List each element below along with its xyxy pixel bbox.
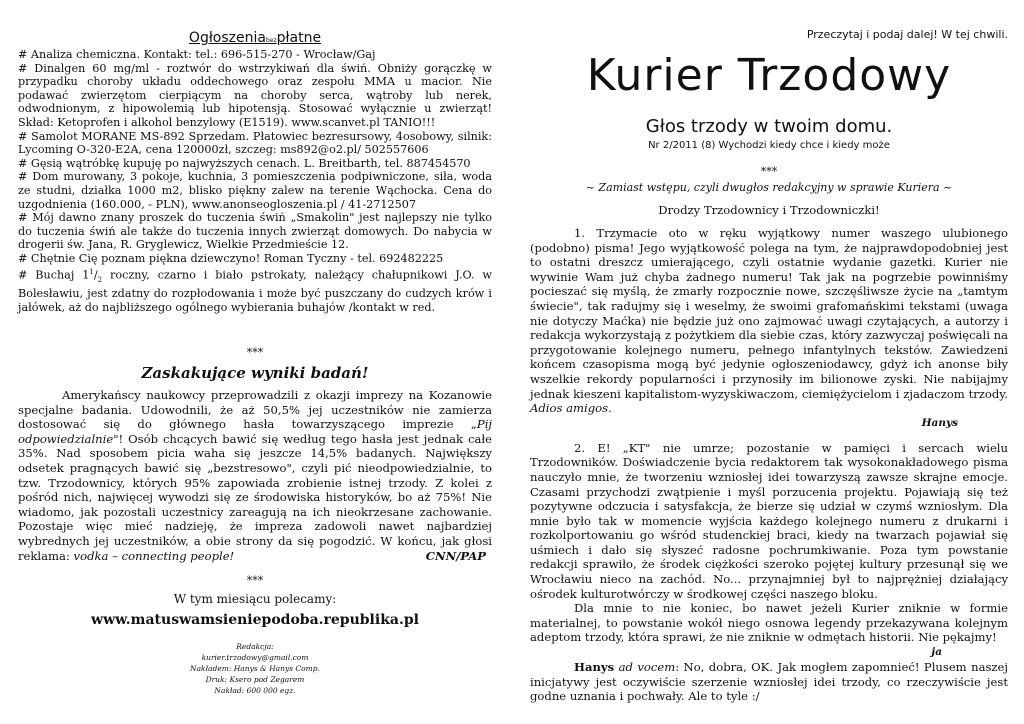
- website-link[interactable]: www.matuswamsieniepodoba.republika.pl: [91, 612, 419, 628]
- ads-title-small: bez: [265, 37, 277, 44]
- masthead: Kurier Trzodowy: [586, 50, 952, 101]
- credits: [18, 641, 492, 696]
- paragraph-1-text: 1. Trzymacie oto w ręku wyjątkowy numer waszego ulubionego (podobno) pisma! Jego wyjątkowość polega na tym, że najprawdopodobniej jest to ostatni dreszcz umierającego, czyli ostatnie wydanie gazetki. Kurier nie wywinie Wam już chyba żadnego numeru! Tak jak na pogrzebie powinniśmy pocieszać się myślą, że zmarły rozpocznie nowe, szczęśliwsze życie na „tamtym świecie", tak radujmy się i weselmy, że swoimi grafomańskimi tekstami (uwaga nie dotyczy Maćka) nie będzie już ono zajmować uwagi czytających, a autorzy i redakcja wykorzystają z pożytkiem dla siebie czas, który zazwyczaj poświęcali na przygotowanie kolejnego numeru, pełnego infantylnych tekstów. Zawiedzeni końcem czasopisma mogą być jedynie ogłoszeniodawcy, gdyż ich anonse biły wszelkie rekordy popularności i przynosiły im bilionowe zyski. Nie nabijajmy jednak kieszeni kapitalistom-wyzyskiwaczom, ciemiężycielom i zjadaczom trzody.: [530, 226, 1008, 401]
- final-text: : No, dobra, OK. Jak mogłem zapomnieć! Plusem naszej inicjatywy jest oczywiście szerzenie wzniosłej idei trzody, co rzeczywiście jest godne uznania i pochwały. Ale to tyle :/: [530, 660, 1008, 704]
- subtitle: Głos trzody w twoim domu.: [645, 116, 893, 137]
- ad-bull-start: # Buchaj 1: [18, 268, 90, 282]
- ad-item: # Analiza chemiczna. Kontakt: tel.: 696-515-270 - Wrocław/Gaj: [18, 48, 376, 61]
- ad-item: # Gęsią wątróbkę kupuję po najwyższych cenach. L. Breitbarth, tel. 887454570: [18, 156, 471, 170]
- article-headline: Zaskakujące wyniki badań!: [141, 364, 369, 382]
- recommend-label: W tym miesiącu polecamy:: [173, 592, 337, 606]
- study-text: [18, 388, 492, 563]
- paragraph-3: Dla mnie to nie koniec, bo nawet jeżeli Kurier zniknie w formie materialnej, to powstanie wokół niego osnowa legendy przekazywana kolejnym adeptom trzody, która sprawi, że nie zniknie w odmętach historii. Nie pękajmy!: [530, 601, 1008, 645]
- paragraph-2: 2. E! „KT" nie umrze; pozostanie w pamięci i sercach wielu Trzodowników. Doświadczenie bycia redaktorem tak wysokonakładowego pisma nauczyło mnie, że tworzeniu wzniosłej idei towarzyszą zawsze skrajne emocje. Czasami przychodzi zwątpienie i myśl porzucenia projektu. Pojawiają się też pozytywne odczucia i satysfakcja, że bierze się udział w czymś wzniosłym. Dla mnie było tak w momencie wyjścia każdego kolejnego numeru z drukarni i rozkolportowaniu go wśród studenckiej braci, kiedy na twarzach pojawiał się uśmiech i dało się słyszeć radosne pochrumkiwanie. Poza tym powstanie redakcji sprawiło, że środek ciężkości szeroko pojętej kultury przesunął się we Wrocławiu nieco na zachód. No... przynajmniej był to najprężniej działający ośrodek kulturotwórczy w środkowej części naszego bloku.: [530, 440, 1008, 601]
- study-article: [18, 388, 492, 563]
- credit-line: Redakcja:: [236, 642, 274, 651]
- signature-hanys: Hanys: [921, 416, 958, 429]
- paragraph-1: [530, 226, 1008, 416]
- credit-line: kurier.trzodowy@gmail.com: [201, 653, 309, 662]
- issue-info: Nr 2/2011 (8) Wychodzi kiedy chce i kiedy może: [648, 140, 890, 151]
- study-slogan: Pij odpowiedzialnie: [18, 417, 492, 446]
- final-vocem: ad vocem: [618, 660, 676, 675]
- ad-item: # Mój dawno znany proszek do tuczenia świń „Smakolin" jest najlepszy nie tylko do tuczenia świń ale także do tuczenia innych zwierząt domowych. Do nabycia w drogerii św. Jana, R. Gryglewicz, Wielkie Przedmieście 12.: [18, 211, 492, 252]
- separator: ***: [760, 165, 778, 178]
- credit-line: Druk: Ksero pod Zegarem: [205, 675, 305, 684]
- fraction-den: 2: [97, 275, 103, 284]
- editorial-title: ~ Zamiast wstępu, czyli dwugłos redakcyjny w sprawie Kuriera ~: [585, 181, 953, 194]
- ad-item: # Chętnie Cię poznam piękna dziewczyno! Roman Tyczny - tel. 692482225: [18, 251, 444, 265]
- ad-bull-rest: roczny, czarno i biało pstrokaty, należący chałupnikowi J.O. w Bolesławiu, jest zdatny do rozpłodowania i może być puszczany do cudzych krów i jałówek, aż do najbliższego ogólnego wybierania buhajów /kontakt w red.: [18, 268, 493, 314]
- study-part1: Amerykańscy naukowcy przeprowadzili z okazji imprezy na Kozanowie specjalne badania. Udowodnili, że aż 50,5% jej uczestników nie zamierza dostosować się do głównego hasła towarzyszącego imprezie „: [18, 388, 492, 432]
- ad-item: # Dom murowany, 3 pokoje, kuchnia, 3 pomieszczenia podpiwniczone, siła, woda ze studni, działka 1000 m2, blisko piękny zalew na terenie Wąchocka. Cena do uzgodnienia (160.000, - PLN), www.anonseogloszenia.pl / 41-2712507: [18, 170, 492, 211]
- greeting: Drodzy Trzodownicy i Trzodowniczki!: [658, 203, 880, 217]
- ads-title-end: płatne: [276, 30, 322, 46]
- study-part2: "! Osób chcących bawić się według tego hasła jest jednak całe 35%. Nad sposobem picia waha się jeszcze 14,5% badanych. Największy odsetek pragnących bawić się „bezstresowo", czyli pić nieodpowiedzialnie, to tzw. Trzodownicy, których 95% zapowiada zrobienie istnej trzody. Z kolei z pośród nich, najwięcej wywodzi się ze środowiska historyków, bo aż 75%! Nie wiadomo, jak pozostali uczestnicy zareagują na ich nieokrzesane zachowanie. Pozostaje więc mieć nadzieję, że impreza zadowoli nawet najbardziej wybrednych jej uczestników, a obie strony da się pogodzić. W końcu, jak głosi reklama:: [18, 431, 492, 563]
- fraction-num: 1: [89, 267, 94, 276]
- separator: ***: [246, 346, 264, 359]
- credit-line: Nakładem: Hanys & Hanys Comp.: [190, 664, 320, 673]
- ad-item-bull: # Buchaj $1^1/_2$ roczny, czarno i biało pstrokaty, należący chałupnikowi J.O. w Bolesławiu, jest zdatny do rozpłodowania i może być puszczany do cudzych krów i jałówek, aż do najbliższego ogólnego wybierania buhajów /kontakt w red.: [18, 267, 493, 314]
- tagline: Przeczytaj i podaj dalej! W tej chwili.: [806, 28, 1008, 41]
- separator: ***: [246, 574, 264, 587]
- ads-list: [18, 48, 492, 314]
- paragraph-1-end: Adios amigos.: [530, 401, 612, 416]
- study-ad: vodka – connecting people!: [73, 548, 235, 563]
- ad-item: # Dinalgen 60 mg/ml - roztwór do wstrzykiwań dla świń. Obniży gorączkę w przypadku choroby układu oddechowego oraz zespołu MMA u macior. Nie podawać zwierzętom cierpiącym na choroby serca, wątroby lub nerek, odwodnionym, z hipowolemią lub hipotensją. Stosować wyłącznie u zwierząt! Skład: Ketoprofen i alkohol benzylowy (E1519). www.scanvet.pl TANIO!!!: [18, 61, 492, 129]
- ads-title: [18, 30, 492, 46]
- editorial-body: [530, 226, 1008, 704]
- ads-title-main: Ogłoszenia: [188, 30, 266, 46]
- final-name: Hanys: [574, 660, 615, 675]
- paragraph-final: [530, 660, 1008, 704]
- signature-ja: ja: [931, 646, 942, 659]
- ad-item: # Samolot MORANE MS-892 Sprzedam. Płatowiec bezresursowy, 4osobowy, silnik: Lycoming O-320-E2A, cena 120000zł, szczeg: ms892@o2.pl/ 502557606: [18, 129, 492, 157]
- credit-line: Nakład: 600 000 egz.: [214, 686, 296, 695]
- study-source: CNN/PAP: [425, 548, 486, 563]
